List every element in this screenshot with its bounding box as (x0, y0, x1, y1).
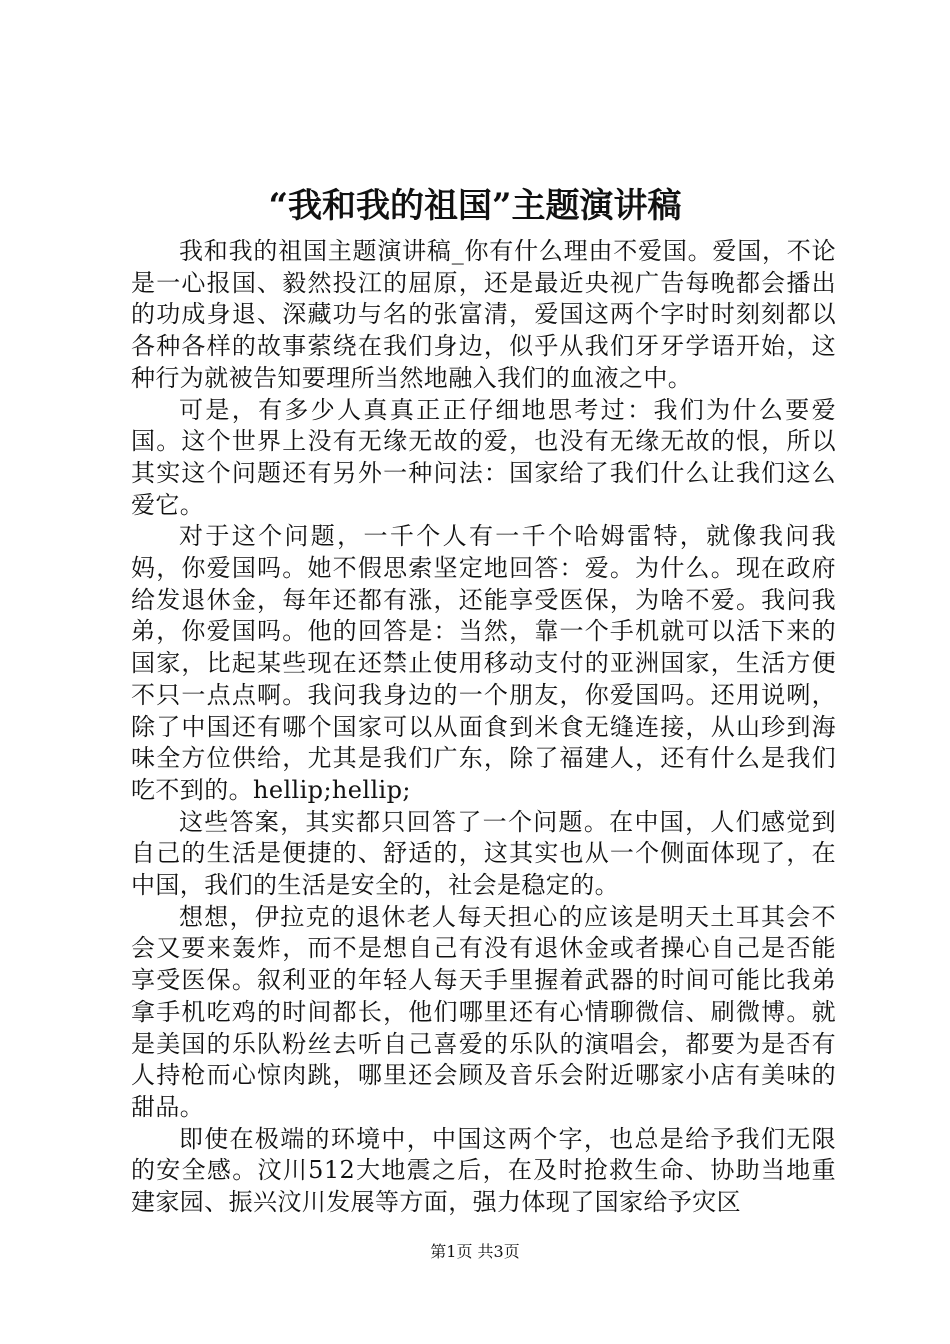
paragraph-4: 这些答案，其实都只回答了一个问题。在中国，人们感觉到自己的生活是便捷的、舒适的，这其实也从一个侧面体现了，在中国，我们的生活是安全的，社会是稳定的。 (131, 807, 836, 900)
paragraph-5: 想想，伊拉克的退休老人每天担心的应该是明天土耳其会不会又要来轰炸，而不是想自己有没有退休金或者操心自己是否能享受医保。叙利亚的年轻人每天手里握着武器的时间可能比我弟拿手机吃鸡的时间都长，他们哪里还有心情聊微信、刷微博。就是美国的乐队粉丝去听自己喜爱的乐队的演唱会，都要为是否有人持枪而心惊肉跳，哪里还会顾及音乐会附近哪家小店有美味的甜品。 (131, 902, 836, 1121)
document-title: “我和我的祖国”主题演讲稿 (268, 186, 682, 226)
paragraph-6: 即使在极端的环境中，中国这两个字，也总是给予我们无限的安全感。汶川512大地震之后，在及时抢救生命、协助当地重建家园、振兴汶川发展等方面，强力体现了国家给予灾区 (131, 1124, 836, 1217)
page-number-footer: 第1页 共3页 (430, 1242, 520, 1261)
document-body (131, 236, 836, 1219)
paragraph-3: 对于这个问题，一千个人有一千个哈姆雷特，就像我问我妈，你爱国吗。她不假思索坚定地回答：爱。为什么。现在政府给发退休金，每年还都有涨，还能享受医保，为啥不爱。我问我弟，你爱国吗。他的回答是：当然，靠一个手机就可以活下来的国家，比起某些现在还禁止使用移动支付的亚洲国家，生活方便不只一点点啊。我问我身边的一个朋友，你爱国吗。还用说咧，除了中国还有哪个国家可以从面食到米食无缝连接，从山珍到海味全方位供给，尤其是我们广东，除了福建人，还有什么是我们吃不到的。hellip;hellip; (131, 522, 836, 804)
paragraph-1: 我和我的祖国主题演讲稿_你有什么理由不爱国。爱国，不论是一心报国、毅然投江的屈原，还是最近央视广告每晚都会播出的功成身退、深藏功与名的张富清，爱国这两个字时时刻刻都以各种各样的故事萦绕在我们身边，似乎从我们牙牙学语开始，这种行为就被告知要理所当然地融入我们的血液之中。 (131, 237, 836, 392)
paragraph-2: 可是，有多少人真真正正仔细地思考过：我们为什么要爱国。这个世界上没有无缘无故的爱，也没有无缘无故的恨，所以其实这个问题还有另外一种问法：国家给了我们什么让我们这么爱它。 (131, 395, 836, 519)
